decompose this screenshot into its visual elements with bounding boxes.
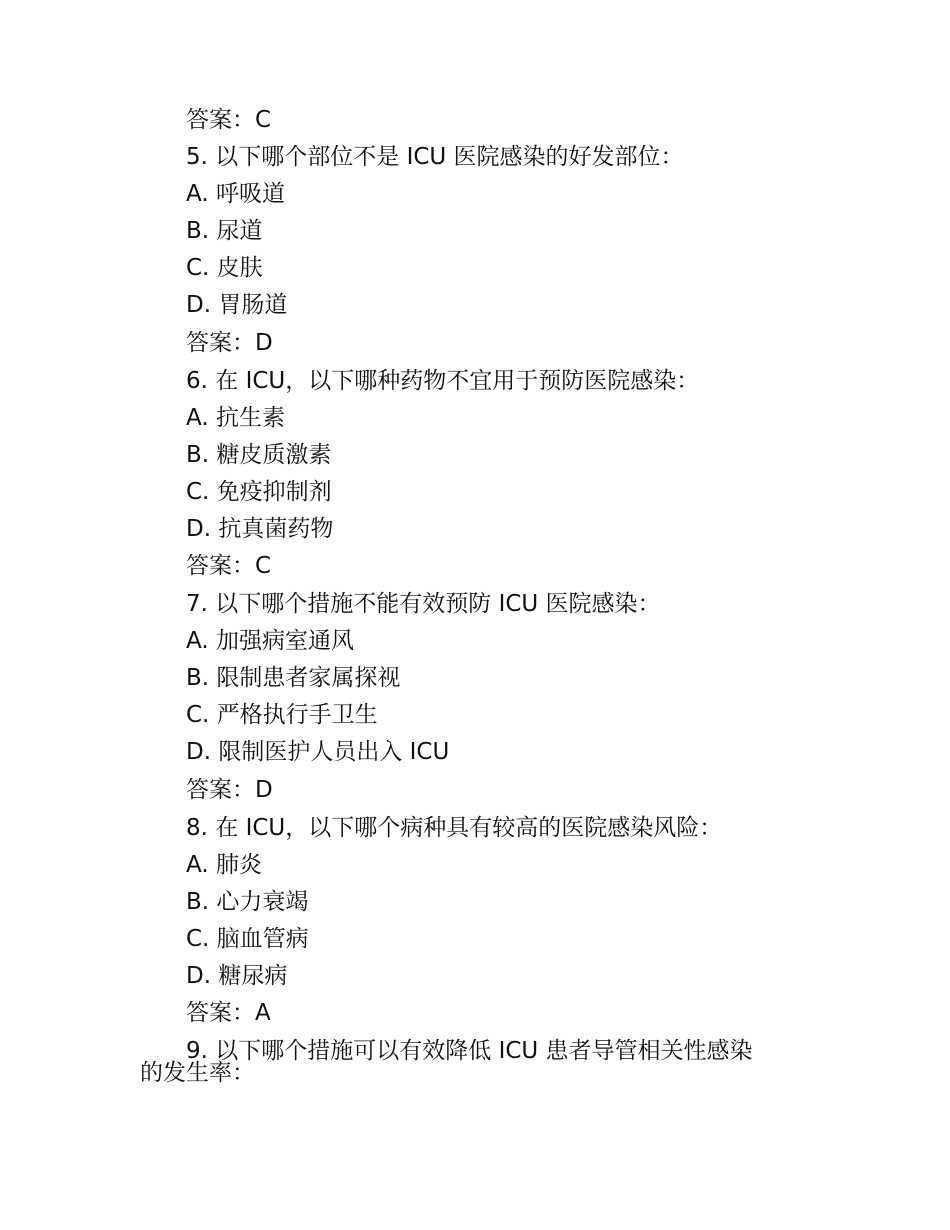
question-8: 8. 在 ICU，以下哪个病种具有较高的医院感染风险： xyxy=(186,815,723,841)
option-d: D. 糖尿病 xyxy=(186,963,288,989)
option-d: D. 抗真菌药物 xyxy=(186,516,334,542)
option-a: A. 加强病室通风 xyxy=(186,628,354,654)
option-a: A. 呼吸道 xyxy=(186,181,285,207)
option-b: B. 限制患者家属探视 xyxy=(186,665,401,691)
option-d: D. 胃肠道 xyxy=(186,292,288,318)
answer-line: 答案：C xyxy=(186,553,272,579)
option-c: C. 皮肤 xyxy=(186,255,263,281)
option-b: B. 心力衰竭 xyxy=(186,889,309,915)
option-b: B. 尿道 xyxy=(186,218,263,244)
option-b: B. 糖皮质激素 xyxy=(186,442,332,468)
option-c: C. 免疫抑制剂 xyxy=(186,479,332,505)
question-7: 7. 以下哪个措施不能有效预防 ICU 医院感染： xyxy=(186,591,661,617)
option-c: C. 严格执行手卫生 xyxy=(186,702,378,728)
question-6: 6. 在 ICU，以下哪种药物不宜用于预防医院感染： xyxy=(186,368,700,394)
option-c: C. 脑血管病 xyxy=(186,926,309,952)
option-a: A. 肺炎 xyxy=(186,852,262,878)
answer-line: 答案：D xyxy=(186,330,273,356)
question-9: 9. 以下哪个措施可以有效降低 ICU 患者导管相关性感染 xyxy=(186,1038,753,1064)
option-d: D. 限制医护人员出入 ICU xyxy=(186,739,450,765)
question-9-continuation: 的发生率： xyxy=(140,1060,255,1086)
question-5: 5. 以下哪个部位不是 ICU 医院感染的好发部位： xyxy=(186,144,684,170)
answer-line: 答案：D xyxy=(186,777,273,803)
answer-line: 答案：C xyxy=(186,107,272,133)
option-a: A. 抗生素 xyxy=(186,405,285,431)
answer-line: 答案：A xyxy=(186,1000,271,1026)
